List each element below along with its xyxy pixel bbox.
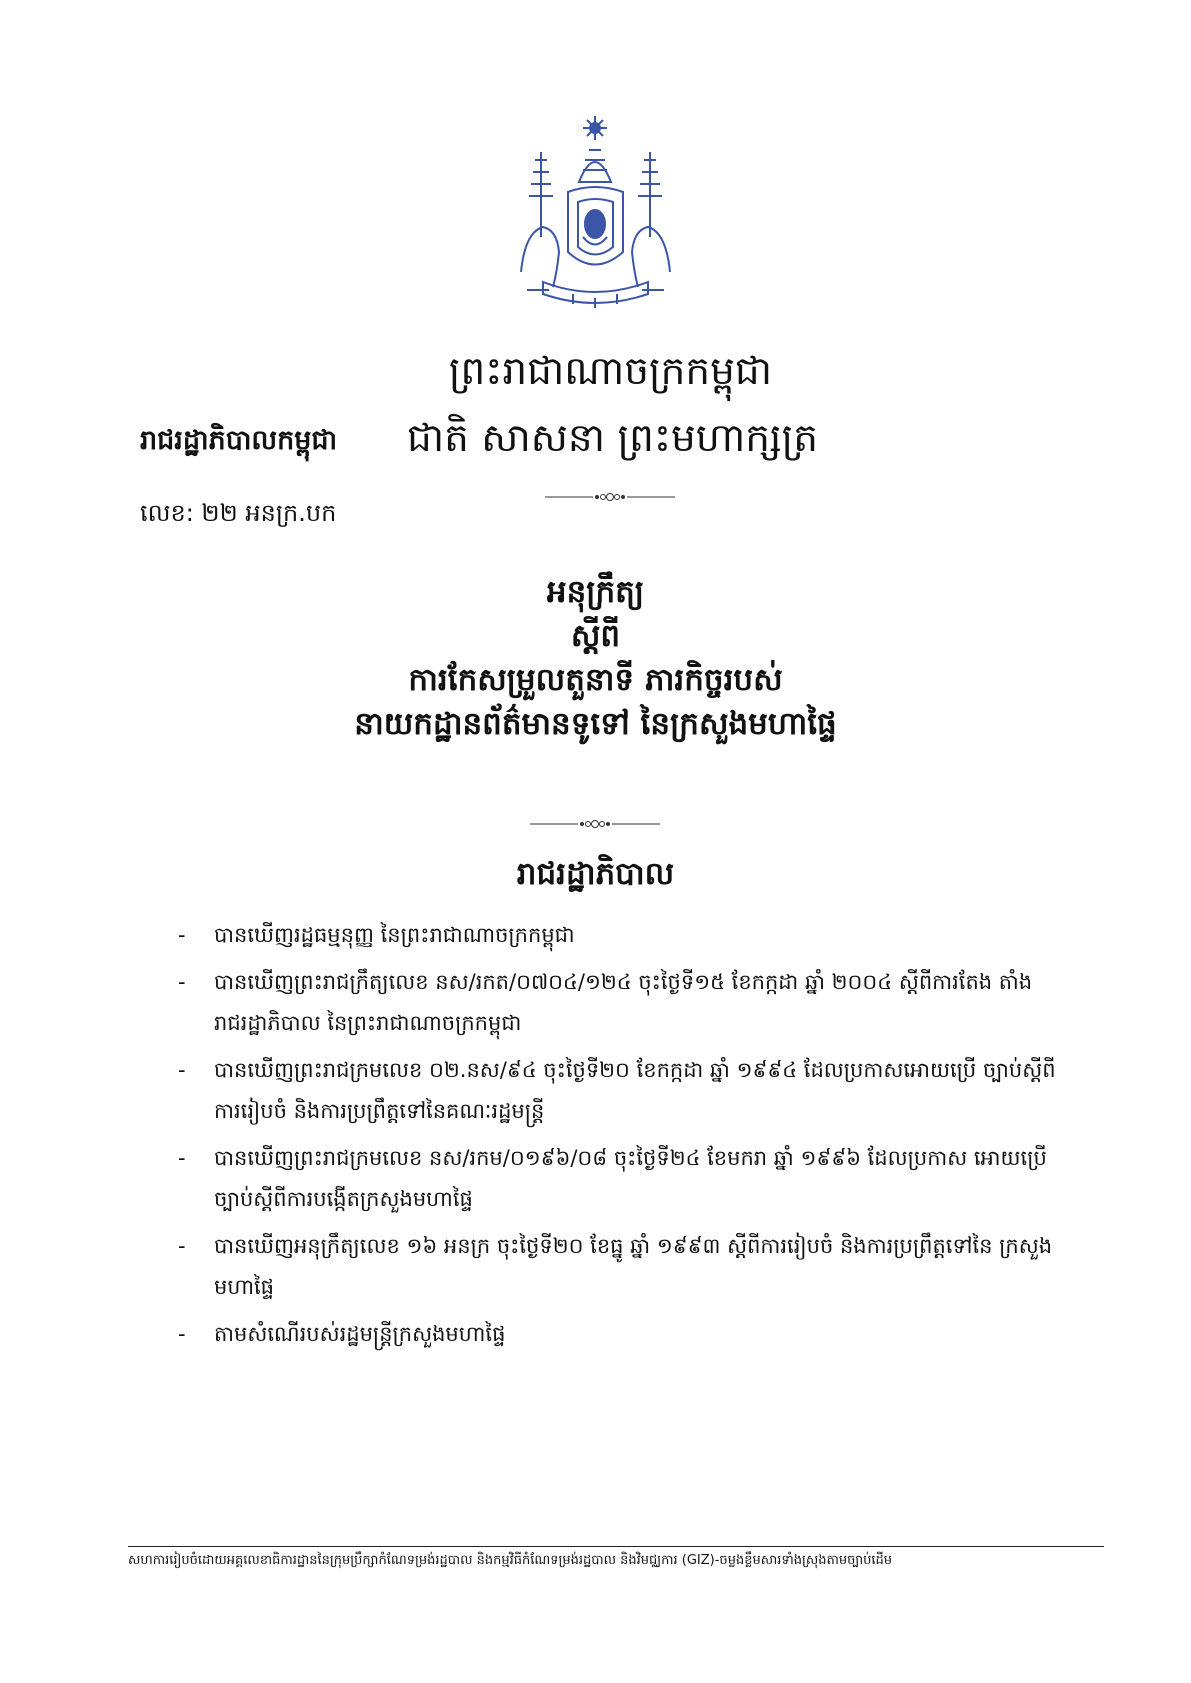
title-line-2: ស្តីពី xyxy=(570,618,621,654)
footer-note: សហការរៀបចំដោយអគ្គលេខាធិការដ្ឋាននៃក្រុមប្រឹក្សាកំណែទម្រង់រដ្ឋបាល និងកម្មវិធីកំណែទម្រង់រដ្ឋបាល និងវិមជ្ឈការ (GIZ)-ចម្លងខ្លឹមសារទាំងស្រុងតាមច្បាប់ដើម xyxy=(128,1553,893,1568)
title-line-4: នាយកដ្ឋានព័ត៌មានទូទៅ នៃក្រសួងមហាផ្ទៃ xyxy=(354,706,837,742)
list-item: - តាមសំណើរបស់រដ្ឋមន្ត្រីក្រសួងមហាផ្ទៃ xyxy=(178,1322,506,1346)
title-line-3: ការកែសម្រួលតួនាទី ភារកិច្ចរបស់ xyxy=(408,662,783,698)
national-motto: ជាតិ សាសនា ព្រះមហាក្សត្រ xyxy=(407,416,818,461)
list-item: - បានឃើញព្រះរាជក្រមលេខ នស/រកម/០១៩៦/០៨ ចុះថ្ងៃទី២៤ ខែមករា ឆ្នាំ ១៩៩៦ ដែលប្រកាស អោយប្រើច្បាប់ស្តីពីការបង្កើតក្រសួងមហាផ្ទៃ xyxy=(178,1146,1047,1211)
list-item: - បានឃើញព្រះរាជក្រមលេខ ០២.នស/៩៤ ចុះថ្ងៃទី២០ ខែកក្កដា ឆ្នាំ ១៩៩៤ ដែលប្រកាសអោយប្រើ ច្បាប់ស្តីពីការរៀបចំ និងការប្រព្រឹត្តទៅនៃគណៈរដ្ឋមន្ត្រី xyxy=(178,1058,1056,1123)
footer-divider xyxy=(128,1546,1104,1547)
ornament-divider-icon xyxy=(545,488,675,500)
kingdom-title: ព្រះរាជាណាចក្រកម្ពុជា xyxy=(448,349,773,394)
document-title xyxy=(0,570,1191,746)
document-number: លេខ: ២២ អនក្រ.បក xyxy=(140,499,337,527)
ornament-divider-icon xyxy=(530,815,660,827)
title-line-1: អនុក្រឹត្យ xyxy=(546,574,645,610)
whereas-list xyxy=(178,915,1058,1361)
section-heading: រាជរដ្ឋាភិបាល xyxy=(516,856,675,892)
government-label: រាជរដ្ឋាភិបាលកម្ពុជា xyxy=(140,425,338,456)
royal-coat-of-arms-icon xyxy=(513,112,678,312)
list-item: - បានឃើញរដ្ឋធម្មនុញ្ញ នៃព្រះរាជាណាចក្រកម្ពុជា xyxy=(178,923,575,947)
list-item: - បានឃើញព្រះរាជក្រឹត្យលេខ នស/រកត/០៧០៤/១២៤ ចុះថ្ងៃទី១៥ ខែកក្កដា ឆ្នាំ ២០០៤ ស្តីពីការតែង តាំងរាជរដ្ឋាភិបាល នៃព្រះរាជាណាចក្រកម្ពុជា xyxy=(178,970,1033,1035)
list-item: - បានឃើញអនុក្រឹត្យលេខ ១៦ អនក្រ ចុះថ្ងៃទី២០ ខែធ្នូ ឆ្នាំ ១៩៩៣ ស្តីពីការរៀបចំ និងការប្រព្រឹត្តទៅនៃ ក្រសួងមហាផ្ទៃ xyxy=(178,1234,1053,1299)
